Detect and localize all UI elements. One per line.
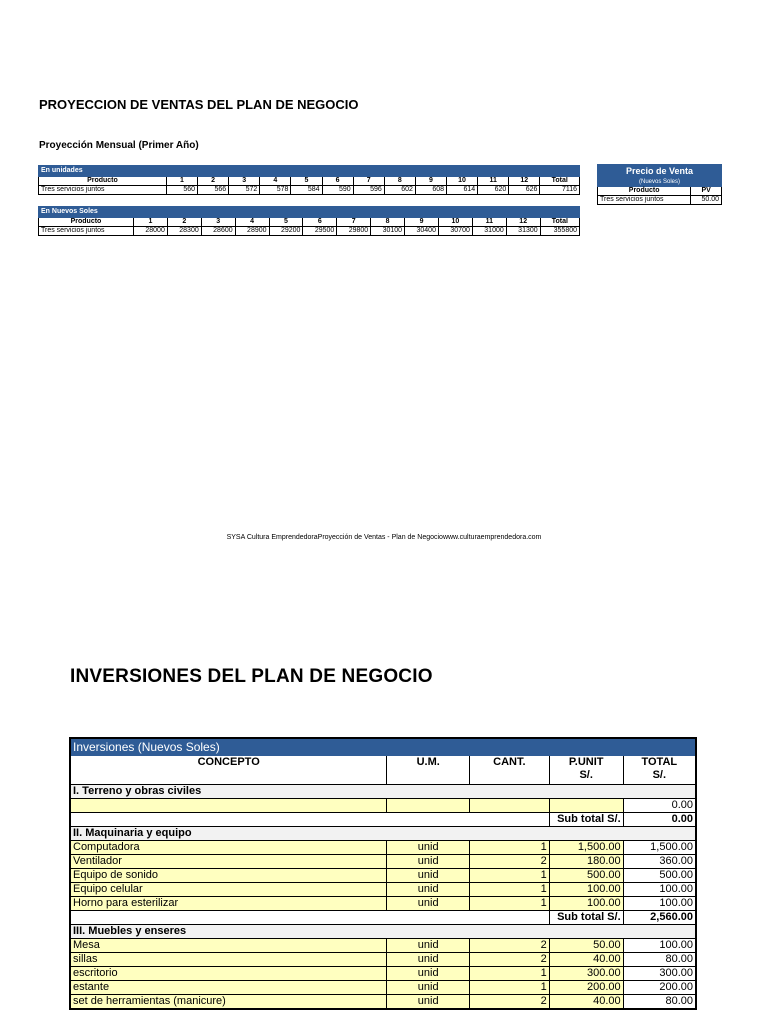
maquinaria-cant[interactable]: 1: [469, 883, 549, 897]
price-header-product: Producto: [598, 187, 691, 196]
units-header-cell: 9: [415, 177, 446, 186]
units-value-cell: 590: [322, 186, 353, 195]
investments-table: [69, 737, 697, 1010]
muebles-rows: [70, 939, 696, 1010]
header-um: U.M.: [387, 756, 470, 785]
units-value-cell: Tres servicios juntos: [39, 186, 167, 195]
maquinaria-total: 1,500.00: [623, 841, 696, 855]
units-value-cell: 560: [166, 186, 197, 195]
maquinaria-um[interactable]: unid: [387, 841, 470, 855]
maquinaria-concept[interactable]: Ventilador: [70, 855, 387, 869]
units-header-cell: 10: [447, 177, 478, 186]
maquinaria-punit[interactable]: 500.00: [549, 869, 623, 883]
soles-value-cell: 30100: [371, 227, 405, 236]
soles-value-cell: 28000: [133, 227, 167, 236]
soles-data-row: [39, 227, 580, 236]
price-table: [597, 164, 722, 205]
section-muebles: III. Muebles y enseres: [70, 925, 696, 939]
units-header-cell: Total: [540, 177, 580, 186]
units-value-cell: 608: [415, 186, 446, 195]
muebles-total: 300.00: [623, 967, 696, 981]
muebles-total: 100.00: [623, 939, 696, 953]
maquinaria-total: 360.00: [623, 855, 696, 869]
terreno-total: 0.00: [623, 799, 696, 813]
units-value-cell: 602: [384, 186, 415, 195]
soles-section-label: En Nuevos Soles: [39, 207, 580, 218]
muebles-total: 80.00: [623, 995, 696, 1010]
maquinaria-punit[interactable]: 100.00: [549, 883, 623, 897]
maquinaria-cant[interactable]: 2: [469, 855, 549, 869]
units-header-cell: 2: [198, 177, 229, 186]
units-value-cell: 566: [198, 186, 229, 195]
soles-value-cell: 28300: [167, 227, 201, 236]
muebles-punit[interactable]: 300.00: [549, 967, 623, 981]
maquinaria-concept[interactable]: Equipo celular: [70, 883, 387, 897]
investments-title: INVERSIONES DEL PLAN DE NEGOCIO: [70, 666, 433, 687]
terreno-punit-cell[interactable]: [549, 799, 623, 813]
maquinaria-punit[interactable]: 1,500.00: [549, 841, 623, 855]
soles-value-cell: 28600: [201, 227, 235, 236]
units-header-cell: 8: [384, 177, 415, 186]
soles-header-cell: 10: [438, 218, 472, 227]
units-value-cell: 596: [353, 186, 384, 195]
maquinaria-um[interactable]: unid: [387, 855, 470, 869]
soles-header-cell: 11: [472, 218, 506, 227]
muebles-um[interactable]: unid: [387, 939, 470, 953]
maquinaria-um[interactable]: unid: [387, 897, 470, 911]
muebles-row: [70, 981, 696, 995]
units-header-cell: 1: [166, 177, 197, 186]
maquinaria-concept[interactable]: Computadora: [70, 841, 387, 855]
header-punit: P.UNIT S/.: [549, 756, 623, 785]
units-value-cell: 626: [509, 186, 540, 195]
soles-header-cell: 1: [133, 218, 167, 227]
header-total: TOTAL S/.: [623, 756, 696, 785]
terreno-cant-cell[interactable]: [469, 799, 549, 813]
terreno-subtotal-label: Sub total S/.: [549, 813, 623, 827]
units-header-cell: 7: [353, 177, 384, 186]
muebles-row: [70, 939, 696, 953]
muebles-total: 200.00: [623, 981, 696, 995]
units-header-cell: 4: [260, 177, 291, 186]
price-value: 50.00: [691, 196, 722, 205]
muebles-um[interactable]: unid: [387, 995, 470, 1010]
soles-header-cell: 7: [337, 218, 371, 227]
muebles-cant[interactable]: 2: [469, 939, 549, 953]
maquinaria-concept[interactable]: Horno para esterilizar: [70, 897, 387, 911]
muebles-punit[interactable]: 50.00: [549, 939, 623, 953]
maquinaria-subtotal-label: Sub total S/.: [549, 911, 623, 925]
sales-projection-title: PROYECCION DE VENTAS DEL PLAN DE NEGOCIO: [39, 97, 359, 112]
units-header-cell: 12: [509, 177, 540, 186]
soles-header-row: [39, 218, 580, 227]
soles-value-cell: 31000: [472, 227, 506, 236]
section-terreno: I. Terreno y obras civiles: [70, 785, 696, 799]
muebles-row: [70, 953, 696, 967]
units-header-row: [39, 177, 580, 186]
units-header-cell: 11: [478, 177, 509, 186]
maquinaria-um[interactable]: unid: [387, 883, 470, 897]
maquinaria-rows: [70, 841, 696, 911]
units-header-cell: 3: [229, 177, 260, 186]
units-value-cell: 620: [478, 186, 509, 195]
muebles-punit[interactable]: 40.00: [549, 995, 623, 1010]
maquinaria-total: 500.00: [623, 869, 696, 883]
maquinaria-punit[interactable]: 100.00: [549, 897, 623, 911]
soles-value-cell: 28900: [235, 227, 269, 236]
muebles-concept[interactable]: escritorio: [70, 967, 387, 981]
muebles-cant[interactable]: 2: [469, 953, 549, 967]
units-value-cell: 614: [447, 186, 478, 195]
muebles-total: 80.00: [623, 953, 696, 967]
section-maquinaria: II. Maquinaria y equipo: [70, 827, 696, 841]
maquinaria-cant[interactable]: 1: [469, 869, 549, 883]
maquinaria-punit[interactable]: 180.00: [549, 855, 623, 869]
price-title: Precio de Venta: [598, 165, 722, 178]
maquinaria-um[interactable]: unid: [387, 869, 470, 883]
header-cant: CANT.: [469, 756, 549, 785]
units-header-cell: 5: [291, 177, 322, 186]
maquinaria-row: [70, 869, 696, 883]
muebles-um[interactable]: unid: [387, 967, 470, 981]
soles-table: [38, 206, 580, 236]
units-data-row: [39, 186, 580, 195]
soles-header-cell: 6: [303, 218, 337, 227]
soles-header-cell: Producto: [39, 218, 134, 227]
soles-value-cell: 29200: [269, 227, 303, 236]
soles-value-cell: 29500: [303, 227, 337, 236]
muebles-cant[interactable]: 1: [469, 981, 549, 995]
maquinaria-row: [70, 883, 696, 897]
muebles-um[interactable]: unid: [387, 953, 470, 967]
terreno-um-cell[interactable]: [387, 799, 470, 813]
soles-header-cell: 9: [405, 218, 439, 227]
monthly-projection-subtitle: Proyección Mensual (Primer Año): [39, 140, 199, 151]
units-value-cell: 584: [291, 186, 322, 195]
units-value-cell: 7116: [540, 186, 580, 195]
maquinaria-row: [70, 855, 696, 869]
price-subtitle: (Nuevos Soles): [598, 178, 722, 187]
soles-value-cell: Tres servicios juntos: [39, 227, 134, 236]
soles-value-cell: 29800: [337, 227, 371, 236]
muebles-concept[interactable]: estante: [70, 981, 387, 995]
maquinaria-total: 100.00: [623, 897, 696, 911]
soles-header-cell: Total: [540, 218, 579, 227]
muebles-concept[interactable]: Mesa: [70, 939, 387, 953]
muebles-punit[interactable]: 40.00: [549, 953, 623, 967]
soles-value-cell: 30700: [438, 227, 472, 236]
terreno-subtotal: 0.00: [623, 813, 696, 827]
soles-header-cell: 3: [201, 218, 235, 227]
units-section-label: En unidades: [39, 166, 580, 177]
muebles-punit[interactable]: 200.00: [549, 981, 623, 995]
soles-header-cell: 5: [269, 218, 303, 227]
units-value-cell: 572: [229, 186, 260, 195]
investments-bar: Inversiones (Nuevos Soles): [70, 738, 696, 756]
terreno-concept-cell[interactable]: [70, 799, 387, 813]
soles-value-cell: 31300: [506, 227, 540, 236]
soles-value-cell: 355800: [540, 227, 579, 236]
muebles-um[interactable]: unid: [387, 981, 470, 995]
page-footer: SYSA Cultura EmprendedoraProyección de Ventas - Plan de Negociowww.culturaemprendedora.com: [226, 534, 542, 541]
maquinaria-row: [70, 897, 696, 911]
units-value-cell: 578: [260, 186, 291, 195]
soles-header-cell: 8: [371, 218, 405, 227]
muebles-row: [70, 967, 696, 981]
price-product: Tres servicios juntos: [598, 196, 691, 205]
maquinaria-total: 100.00: [623, 883, 696, 897]
muebles-concept[interactable]: set de herramientas (manicure): [70, 995, 387, 1010]
muebles-row: [70, 995, 696, 1010]
soles-header-cell: 12: [506, 218, 540, 227]
muebles-concept[interactable]: sillas: [70, 953, 387, 967]
soles-header-cell: 2: [167, 218, 201, 227]
units-table: [38, 165, 580, 195]
maquinaria-concept[interactable]: Equipo de sonido: [70, 869, 387, 883]
units-header-cell: 6: [322, 177, 353, 186]
muebles-cant[interactable]: 2: [469, 995, 549, 1010]
soles-header-cell: 4: [235, 218, 269, 227]
muebles-cant[interactable]: 1: [469, 967, 549, 981]
maquinaria-subtotal: 2,560.00: [623, 911, 696, 925]
price-header-pv: PV: [691, 187, 722, 196]
maquinaria-cant[interactable]: 1: [469, 897, 549, 911]
soles-value-cell: 30400: [405, 227, 439, 236]
units-header-cell: Producto: [39, 177, 167, 186]
header-concepto: CONCEPTO: [70, 756, 387, 785]
maquinaria-cant[interactable]: 1: [469, 841, 549, 855]
maquinaria-row: [70, 841, 696, 855]
